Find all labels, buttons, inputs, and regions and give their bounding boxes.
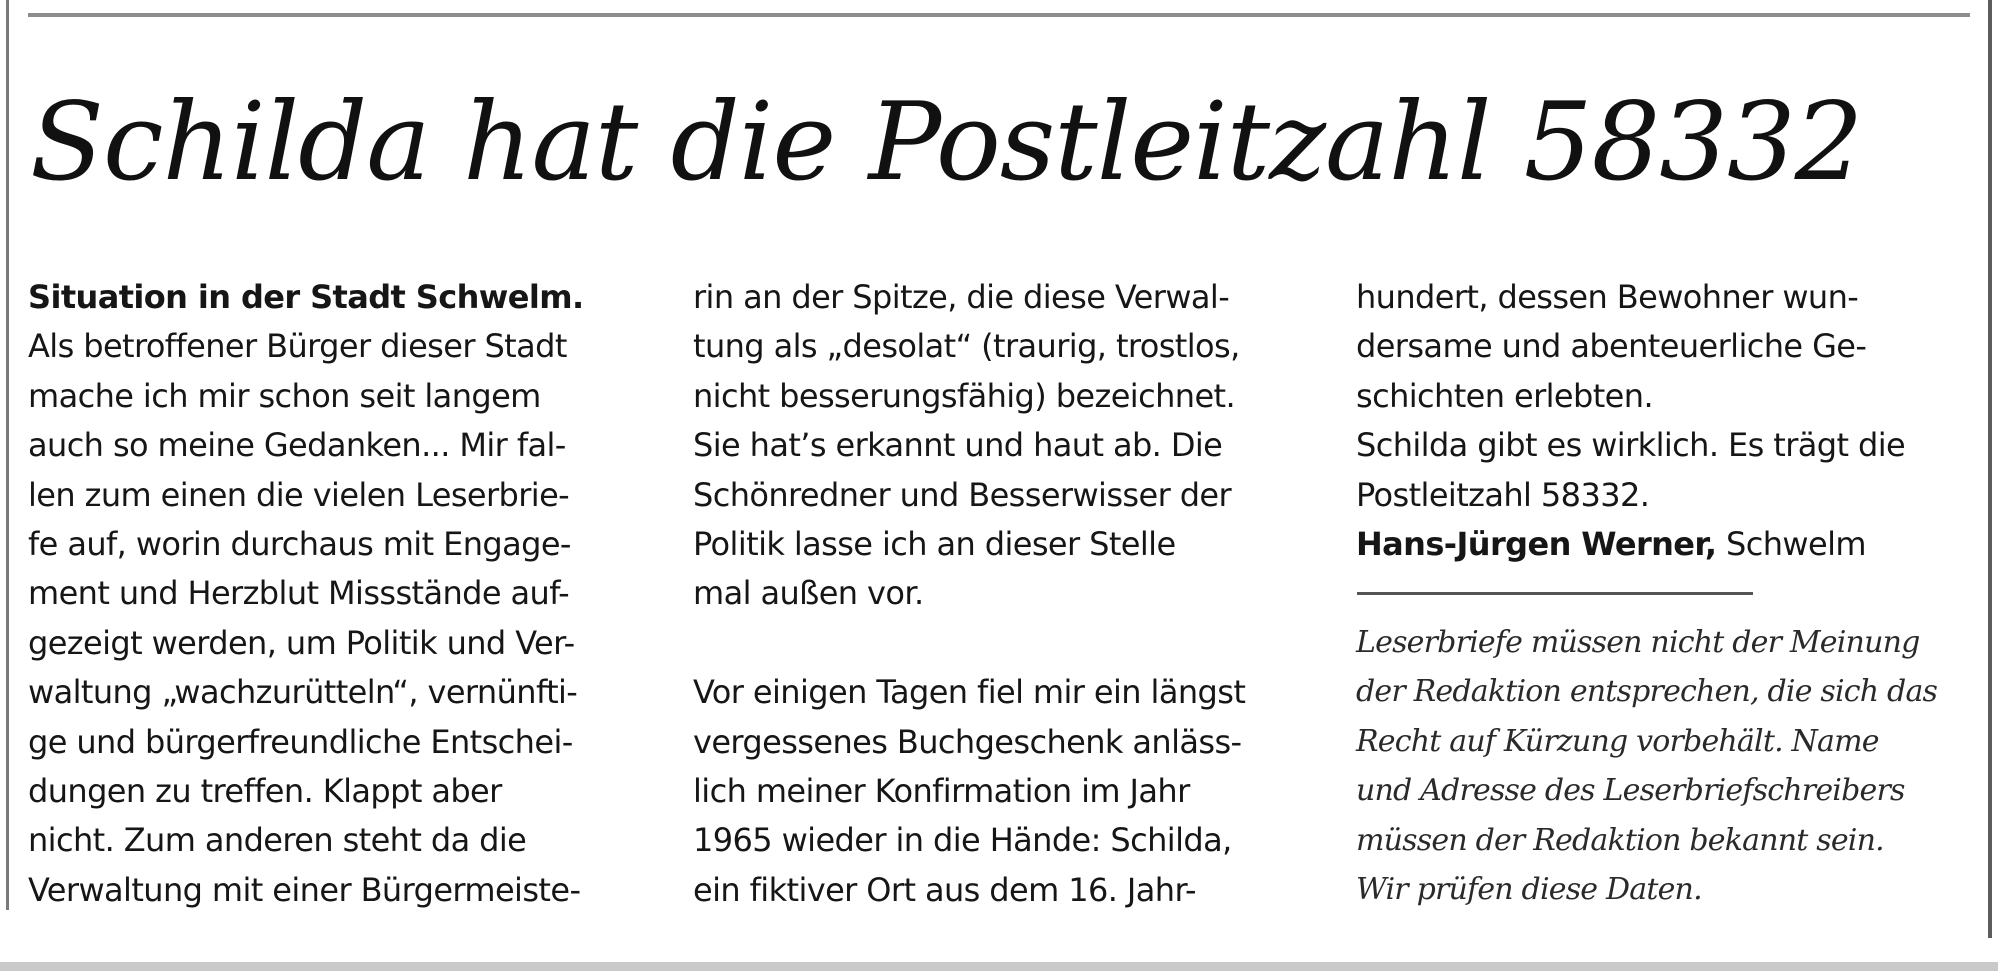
body-line: rin an der Spitze, die diese Verwal-	[693, 278, 1230, 316]
body-line: fe auf, worin durchaus mit Engage-	[28, 525, 571, 564]
body-line: nicht. Zum anderen steht da die	[28, 821, 527, 860]
disclaimer-line: der Redaktion entsprechen, die sich das	[1356, 674, 1938, 710]
disclaimer-line: müssen der Redaktion bekannt sein.	[1356, 822, 1884, 858]
text-column-2	[693, 273, 1245, 915]
body-line: Als betroffener Bürger dieser Stadt	[28, 327, 567, 366]
author-name: Hans-Jürgen Werner,	[1356, 525, 1717, 564]
disclaimer-line: Leserbriefe müssen nicht der Meinung	[1356, 625, 1920, 660]
author-signature	[1356, 520, 1905, 569]
body-line: auch so meine Gedanken... Mir fal-	[28, 426, 566, 465]
disclaimer-separator	[1357, 592, 1753, 595]
body-line: nicht besserungsfähig) bezeichnet.	[693, 376, 1236, 415]
body-line: gezeigt werden, um Politik und Ver-	[28, 623, 575, 662]
text-column-3	[1356, 273, 1905, 569]
body-line: waltung „wachzurütteln“, vernünfti-	[28, 673, 578, 712]
body-line: dersame und abenteuerliche Ge-	[1356, 327, 1867, 366]
body-line: ein fiktiver Ort aus dem 16. Jahr-	[693, 870, 1196, 909]
disclaimer-line: und Adresse des Leserbriefschreibers	[1356, 773, 1905, 809]
body-line: lich meiner Konfirmation im Jahr	[693, 772, 1190, 811]
body-line: Schilda gibt es wirklich. Es trägt die	[1356, 426, 1906, 465]
disclaimer-line: Recht auf Kürzung vorbehält. Name	[1356, 723, 1879, 759]
top-rule-divider	[28, 13, 1970, 17]
editorial-disclaimer	[1356, 618, 1937, 914]
body-line: Sie hat’s erkannt und haut ab. Die	[693, 426, 1223, 465]
paragraph-spacer	[693, 619, 1245, 668]
body-line: tung als „desolat“ (traurig, trostlos,	[693, 327, 1240, 366]
article-headline: Schilda hat die Postleitzahl 58332	[30, 80, 1863, 205]
body-line: Postleitzahl 58332.	[1356, 475, 1650, 514]
body-line: 1965 wieder in die Hände: Schilda,	[693, 821, 1232, 860]
body-line: ment und Herzblut Missstände auf-	[28, 574, 570, 613]
text-column-1	[28, 273, 584, 915]
body-line: mache ich mir schon seit langem	[28, 376, 541, 415]
body-line: vergessenes Buchgeschenk anläss-	[693, 722, 1242, 761]
disclaimer-line: Wir prüfen diese Daten.	[1356, 872, 1702, 908]
body-line: Verwaltung mit einer Bürgermeiste-	[28, 870, 581, 909]
body-line: ge und bürgerfreundliche Entschei-	[28, 722, 573, 761]
body-line: mal außen vor.	[693, 574, 924, 613]
body-line: Schönredner und Besserwisser der	[693, 475, 1232, 514]
body-line: dungen zu treffen. Klappt aber	[28, 772, 502, 811]
body-line: Vor einigen Tagen fiel mir ein längst	[693, 673, 1246, 712]
body-line: hundert, dessen Bewohner wun-	[1356, 278, 1859, 316]
page-frame-left-edge	[6, 0, 9, 910]
author-city: Schwelm	[1726, 525, 1866, 564]
body-line: schichten erlebten.	[1356, 376, 1654, 415]
lead-in-phrase: Situation in der Stadt Schwelm.	[28, 278, 584, 316]
body-line: len zum einen die vielen Leserbrie-	[28, 475, 570, 514]
page-frame-right-edge	[1988, 0, 1992, 938]
body-line: Politik lasse ich an dieser Stelle	[693, 525, 1176, 564]
page-frame-bottom-edge	[0, 962, 1998, 971]
